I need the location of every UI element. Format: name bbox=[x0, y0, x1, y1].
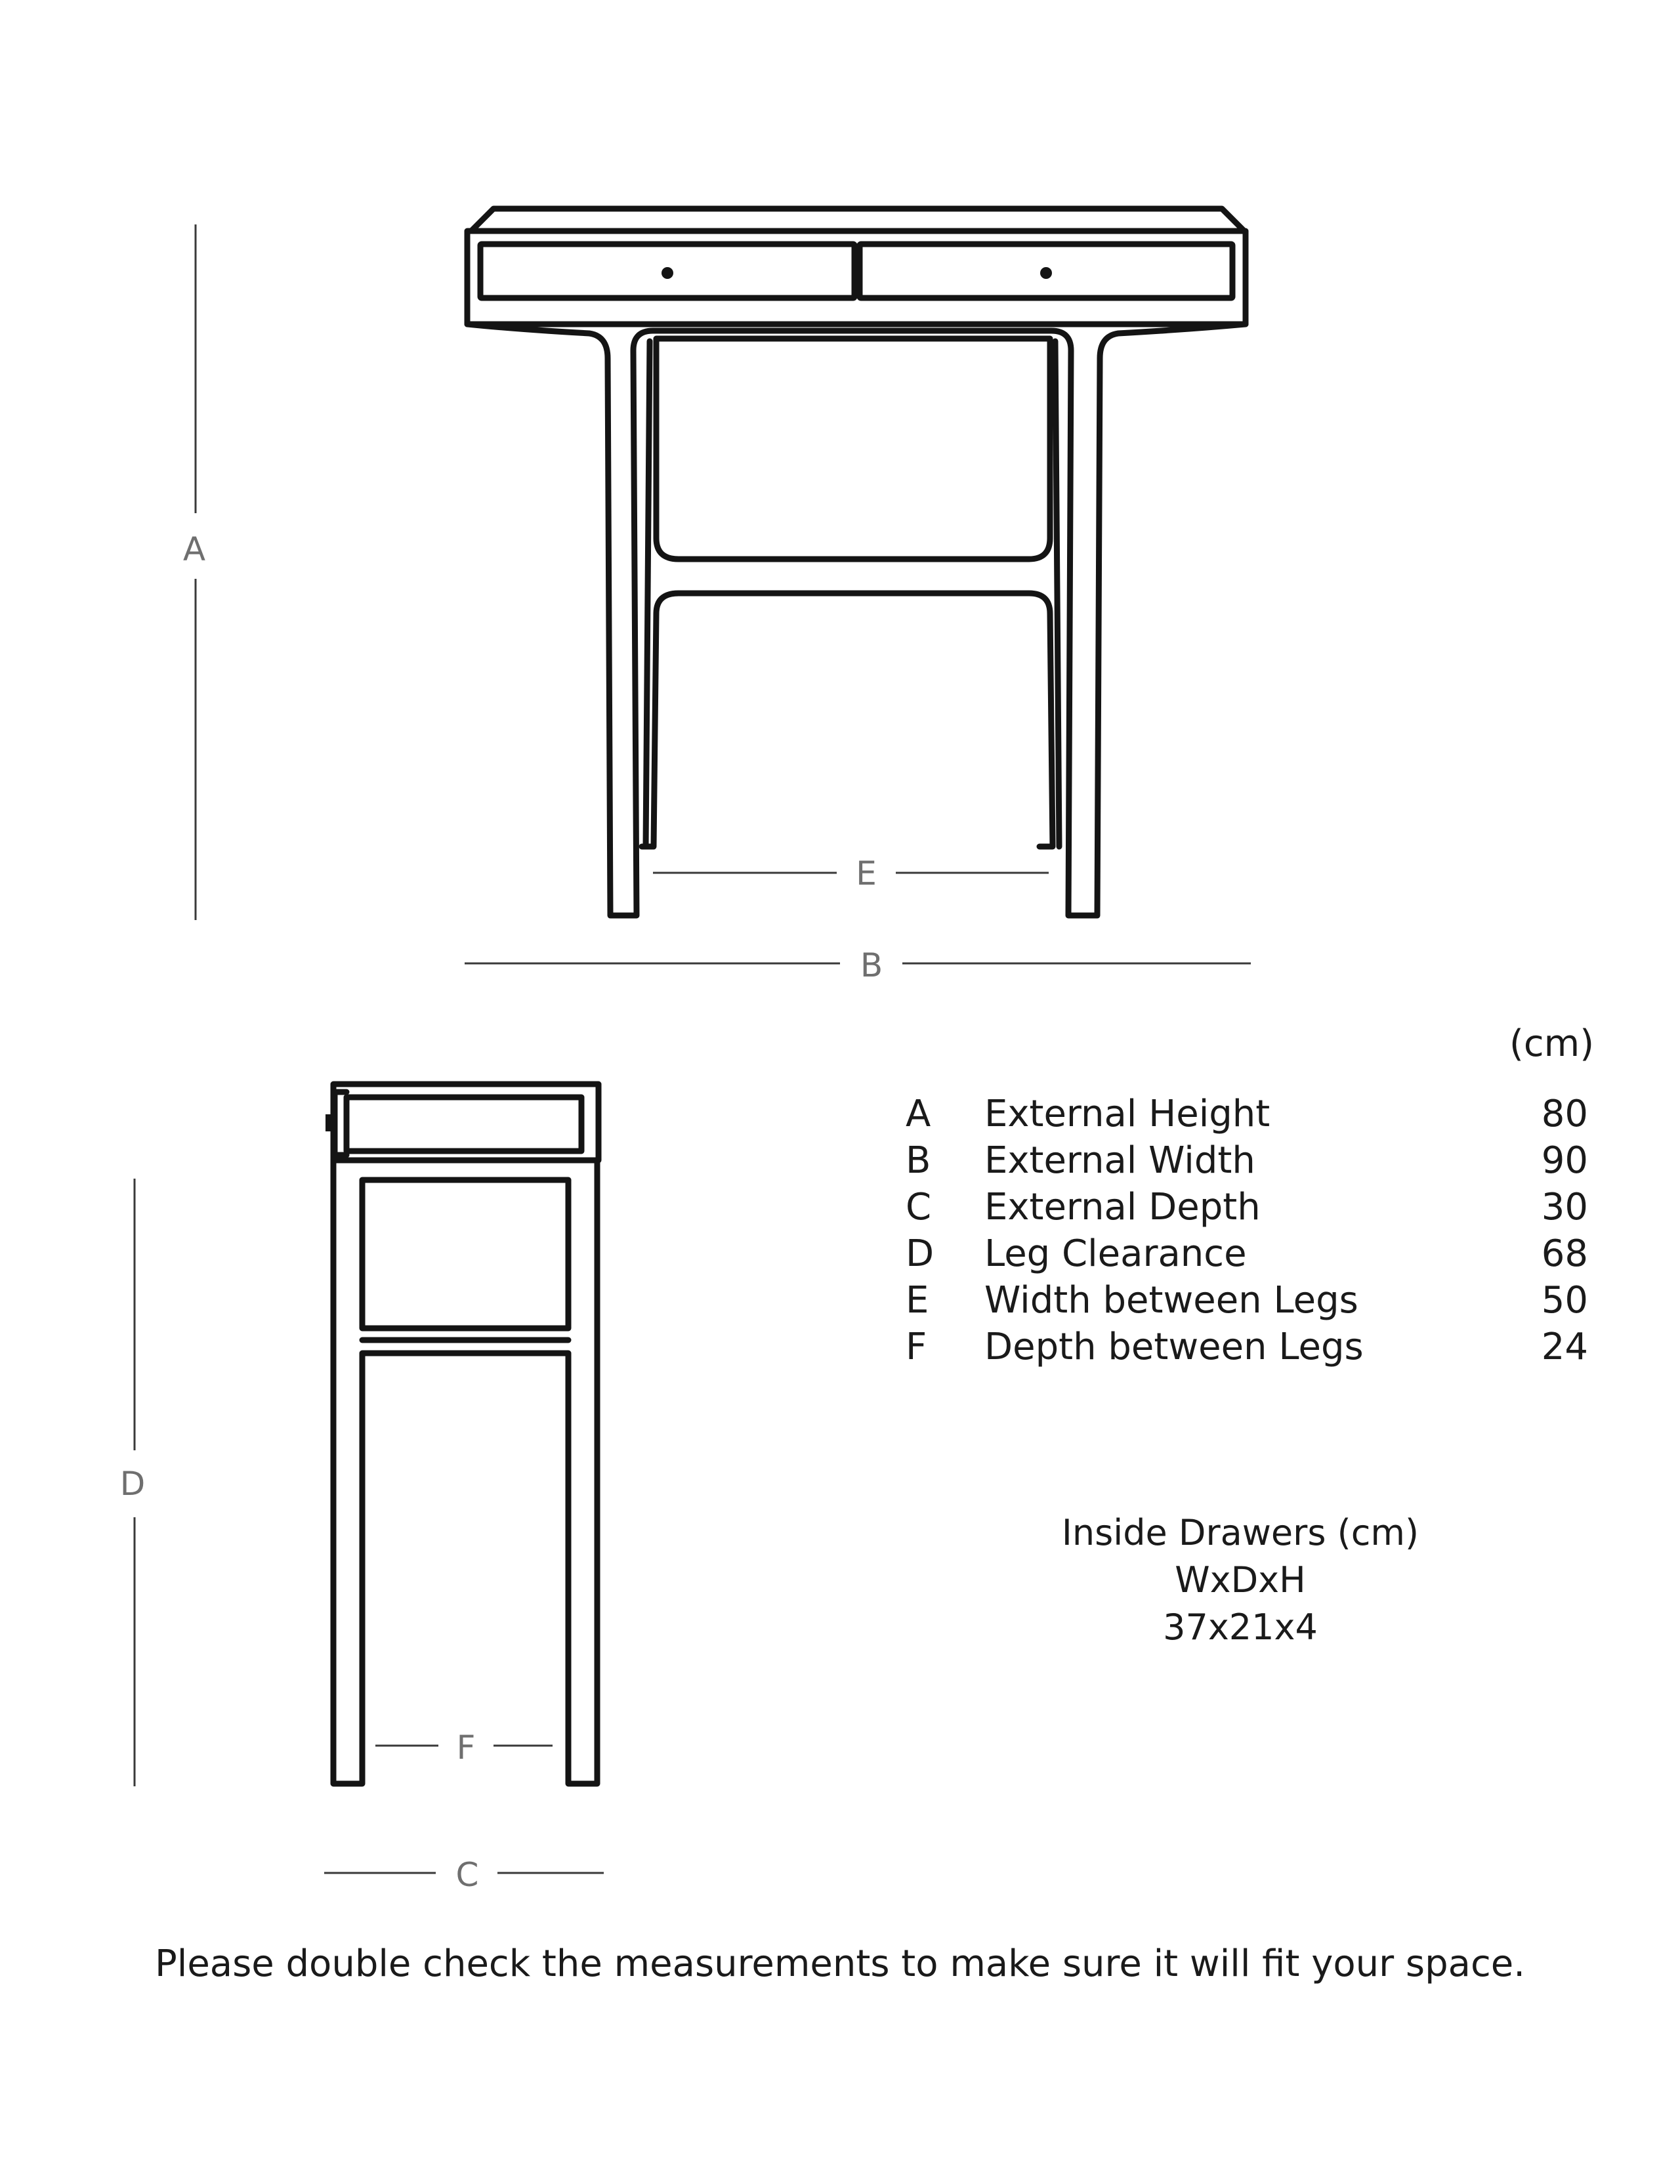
front-left-leg-inner bbox=[646, 341, 650, 847]
dimension-label-d: D bbox=[119, 1465, 146, 1503]
dimension-label-f: F bbox=[456, 1729, 476, 1767]
spec-value: 80 bbox=[1541, 1093, 1588, 1135]
dimension-label-c: C bbox=[455, 1856, 479, 1894]
side-view bbox=[326, 1084, 598, 1784]
dimension-label-e: E bbox=[856, 854, 877, 892]
spec-label: External Depth bbox=[984, 1186, 1261, 1228]
left-drawer-knob bbox=[662, 267, 673, 279]
spec-row bbox=[906, 1324, 1588, 1370]
spec-value: 24 bbox=[1541, 1326, 1588, 1368]
inside-drawers-info bbox=[1024, 1509, 1457, 1651]
inside-drawers-value: 37x21x4 bbox=[1163, 1606, 1318, 1648]
spec-key: C bbox=[906, 1186, 932, 1228]
front-stretcher bbox=[656, 593, 1053, 847]
dimension-spec-table bbox=[906, 1091, 1588, 1370]
spec-row bbox=[906, 1091, 1588, 1137]
side-frame-outline bbox=[333, 1160, 597, 1784]
front-upper-panel bbox=[656, 339, 1050, 559]
footer-note: Please double check the measurements to make sure it will fit your space. bbox=[154, 1942, 1526, 1985]
spec-value: 90 bbox=[1541, 1139, 1588, 1182]
front-view bbox=[467, 209, 1246, 915]
spec-key: A bbox=[906, 1093, 931, 1135]
spec-value: 68 bbox=[1541, 1232, 1588, 1275]
spec-label: Depth between Legs bbox=[984, 1326, 1364, 1368]
spec-label: External Height bbox=[984, 1093, 1270, 1135]
spec-label: Leg Clearance bbox=[984, 1232, 1247, 1275]
right-drawer-knob bbox=[1040, 267, 1052, 279]
spec-row bbox=[906, 1137, 1588, 1184]
dimension-label-a: A bbox=[182, 530, 206, 568]
inside-drawers-title: Inside Drawers (cm) bbox=[1061, 1512, 1419, 1553]
spec-row bbox=[906, 1184, 1588, 1230]
spec-key: E bbox=[906, 1279, 929, 1322]
spec-key: D bbox=[906, 1232, 934, 1275]
spec-row bbox=[906, 1230, 1588, 1277]
inside-drawers-format: WxDxH bbox=[1175, 1559, 1306, 1601]
spec-value: 30 bbox=[1541, 1186, 1588, 1228]
spec-label: Width between Legs bbox=[984, 1279, 1358, 1322]
side-knob bbox=[326, 1114, 332, 1131]
front-top-slab bbox=[471, 209, 1244, 231]
front-right-leg-inner bbox=[1055, 341, 1059, 847]
spec-label: External Width bbox=[984, 1139, 1255, 1182]
side-drawer bbox=[346, 1097, 581, 1151]
spec-value: 50 bbox=[1541, 1279, 1588, 1322]
front-frame-outline bbox=[467, 324, 1246, 915]
unit-label: (cm) bbox=[1509, 1022, 1595, 1065]
side-upper-panel bbox=[362, 1180, 568, 1328]
spec-key: B bbox=[906, 1139, 931, 1182]
spec-key: F bbox=[906, 1326, 927, 1368]
dimension-label-b: B bbox=[860, 946, 883, 984]
spec-row bbox=[906, 1277, 1588, 1324]
